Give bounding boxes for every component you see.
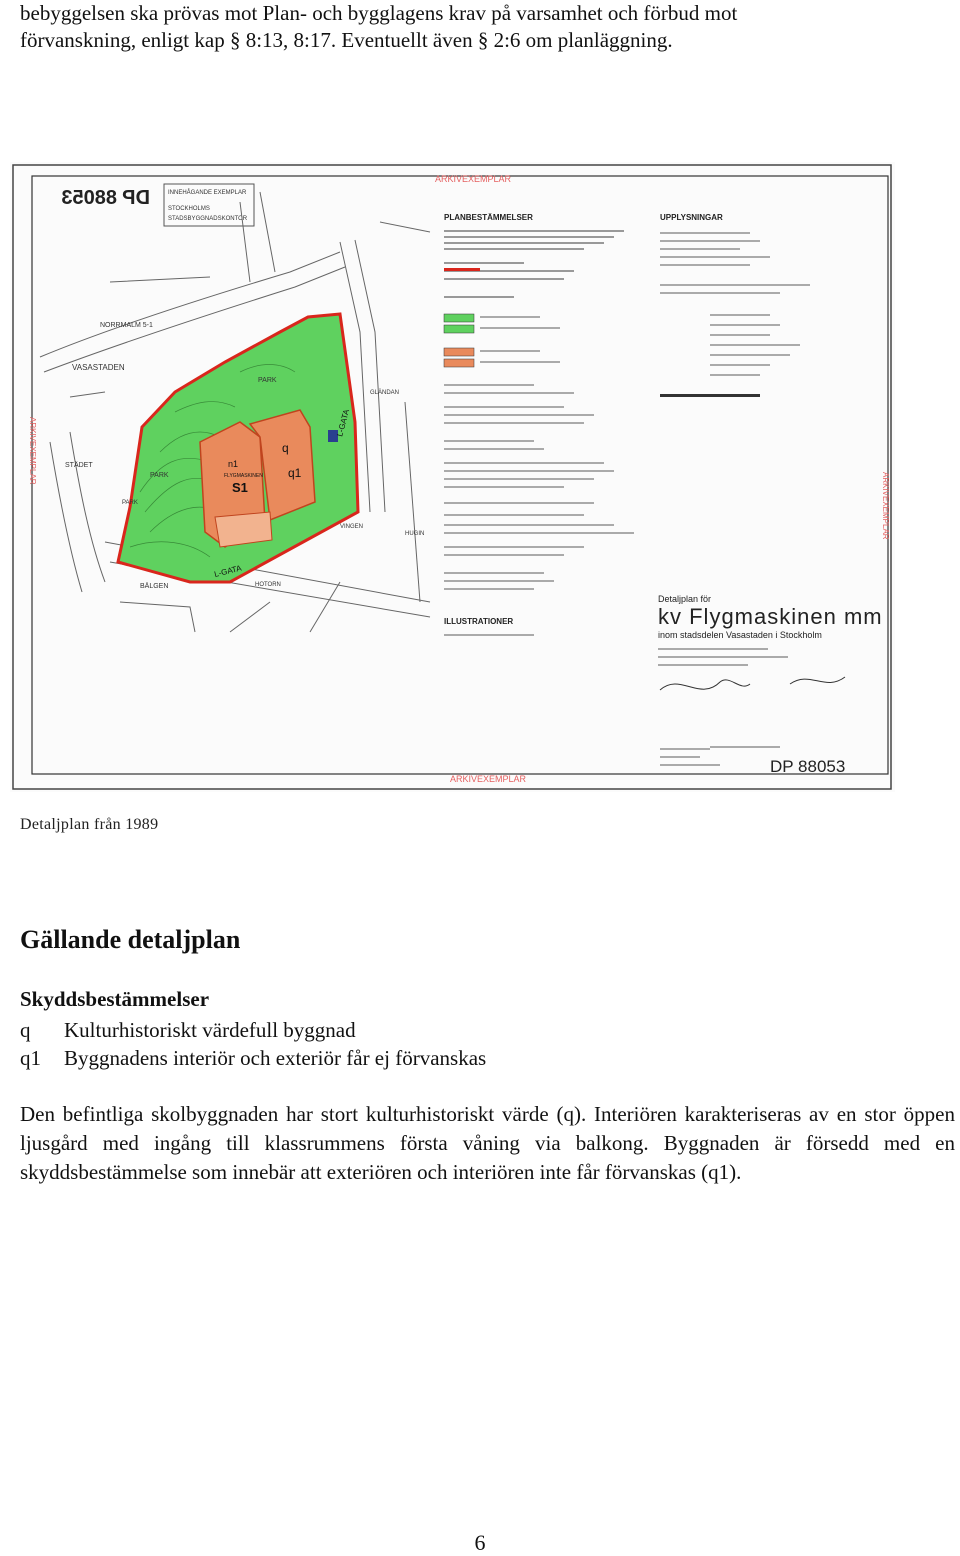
definition-list <box>20 1016 486 1072</box>
definition-text: Kulturhistoriskt värdefull byggnad <box>64 1018 356 1042</box>
label-lgata-1: L-GATA <box>335 408 352 438</box>
zone-n1: n1 <box>228 459 239 469</box>
stamp-line-2: STOCKHOLMS <box>168 206 210 212</box>
archive-stamp-left: ARKIVEXEMPLAR <box>28 417 37 485</box>
zone-flygmaskinen: FLYGMASKINEN <box>224 473 263 479</box>
intro-line-1: bebyggelsen ska prövas mot Plan- och bygglagens krav på varsamhet och förbud mot <box>20 1 738 25</box>
label-glandan: GLÄNDAN <box>370 390 400 396</box>
zone-s1: S1 <box>232 480 248 495</box>
zone-q: q <box>282 441 289 455</box>
intro-line-2: förvanskning, enligt kap § 8:13, 8:17. Eventuellt även § 2:6 om planläggning. <box>20 28 673 52</box>
intro-text <box>20 0 940 54</box>
plan-number-mirrored: DP 88053 <box>61 187 150 209</box>
plan-subtitle: inom stadsdelen Vasastaden i Stockholm <box>658 630 822 640</box>
label-park-2: PARK <box>258 377 277 384</box>
label-lgata-2: L-GATA <box>213 563 243 579</box>
plan-number: DP 88053 <box>770 757 846 776</box>
definition-code: q1 <box>20 1046 41 1070</box>
archive-stamp-bottom: ARKIVEXEMPLAR <box>450 774 527 784</box>
map-drawing <box>10 162 895 792</box>
plan-title-small: Detaljplan för <box>658 594 712 604</box>
upplysningar-title: UPPLYSNINGAR <box>660 213 723 222</box>
subsection-heading: Skyddsbestämmelser <box>20 987 210 1011</box>
label-hotorn: HOTORN <box>255 582 281 588</box>
zone-q1: q1 <box>288 466 302 480</box>
detail-plan-map <box>10 162 895 792</box>
stamp-line-1: INNEHÅGANDE EXEMPLAR <box>168 190 247 196</box>
label-park-1: PARK <box>150 472 169 479</box>
label-balgen: BÄLGEN <box>140 583 169 590</box>
illustrationer-title: ILLUSTRATIONER <box>444 617 514 626</box>
definition-code: q <box>20 1018 31 1042</box>
page-number: 6 <box>474 1530 486 1555</box>
archive-stamp-right: ARKIVEXEMPLAR <box>881 472 890 540</box>
label-stadet: STÄDET <box>65 462 93 469</box>
section-heading: Gällande detaljplan <box>20 925 241 954</box>
label-park-3: PARK <box>122 500 138 506</box>
label-vingen: VINGEN <box>340 524 364 530</box>
figure-caption: Detaljplan från 1989 <box>20 816 159 833</box>
label-hugin: HUGIN <box>405 531 425 537</box>
label-norrmalm: NORRMALM 5-1 <box>100 322 153 329</box>
body-paragraph: Den befintliga skolbyggnaden har stort kulturhistoriskt värde (q). Interiören karakteriseras av en stor öppen ljusgård med ingång till klassrummens första våning via balkong. Byggnaden är försedd med en skyddsbestämmelse som innebär att exteriören och interiören inte får förvanskas (q1). <box>20 1102 955 1184</box>
definition-row <box>20 1016 486 1044</box>
definition-row <box>20 1044 486 1072</box>
planbestammelser-title: PLANBESTÄMMELSER <box>444 213 533 222</box>
definition-text: Byggnadens interiör och exteriör får ej förvanskas <box>64 1046 487 1070</box>
label-vasastaden: VASASTADEN <box>72 363 125 372</box>
stamp-line-3: STADSBYGGNADSKONTOR <box>168 216 248 222</box>
plan-title-large: kv Flygmaskinen mm <box>658 604 883 629</box>
archive-stamp-top: ARKIVEXEMPLAR <box>435 174 512 184</box>
